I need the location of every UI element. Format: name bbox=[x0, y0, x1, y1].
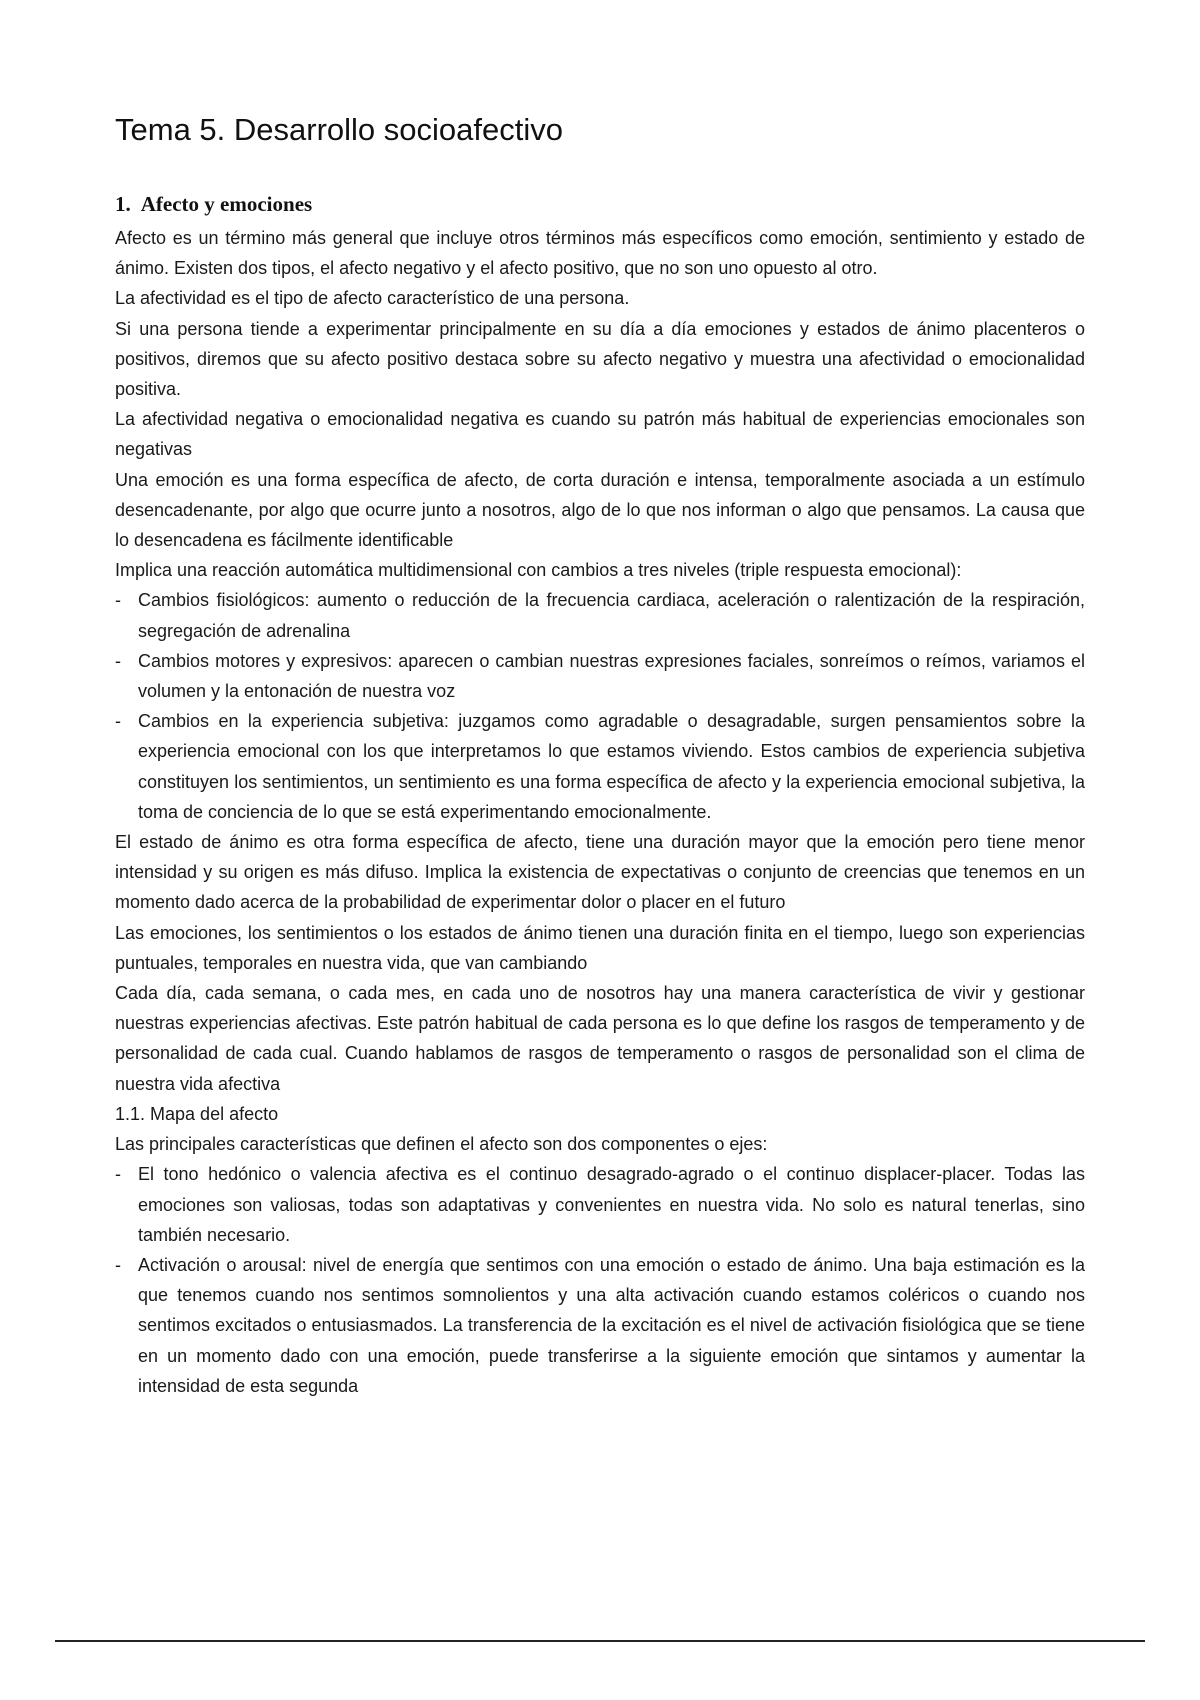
section-title: Afecto y emociones bbox=[140, 192, 313, 216]
subsection-heading: 1.1. Mapa del afecto bbox=[115, 1103, 279, 1124]
dash-bullet: - bbox=[115, 590, 121, 611]
paragraph: Afecto es un término más general que incluye otros términos más específicos como emoción, sentimiento y estado de ánimo. Existen dos tipos, el afecto negativo y el afecto positivo, que no son uno opuesto al otro. bbox=[115, 228, 1085, 279]
list-item bbox=[115, 706, 1085, 827]
section-number: 1. bbox=[115, 192, 131, 216]
list-item-text: Cambios en la experiencia subjetiva: juzgamos como agradable o desagradable, surgen pensamientos sobre la experiencia emocional con los que interpretamos lo que estamos viviendo. Estos cambios de experiencia subjetiva constituyen los sentimientos, un sentimiento es una forma específica de afecto y la experiencia emocional subjetiva, la toma de conciencia de lo que se está experimentando emocionalmente. bbox=[138, 711, 1085, 822]
paragraph: La afectividad es el tipo de afecto característico de una persona. bbox=[115, 288, 630, 309]
list-item-text: Cambios fisiológicos: aumento o reducción de la frecuencia cardiaca, aceleración o ralentización de la respiración, segregación de adrenalina bbox=[138, 590, 1085, 641]
paragraph: Implica una reacción automática multidimensional con cambios a tres niveles (triple respuesta emocional): bbox=[115, 560, 962, 581]
document-page bbox=[115, 110, 1085, 1401]
paragraph: Si una persona tiende a experimentar principalmente en su día a día emociones y estados de ánimo placenteros o positivos, diremos que su afecto positivo destaca sobre su afecto negativo y muestra una afectividad o emocionalidad positiva. bbox=[115, 318, 1085, 400]
section-heading bbox=[115, 190, 1085, 218]
dash-bullet: - bbox=[115, 650, 121, 671]
dash-bullet: - bbox=[115, 1164, 121, 1185]
list-item-text: Cambios motores y expresivos: aparecen o cambian nuestras expresiones faciales, sonreímos o reímos, variamos el volumen y la entonación de nuestra voz bbox=[138, 650, 1085, 702]
paragraph: Las principales características que definen el afecto son dos componentes o ejes: bbox=[115, 1134, 768, 1155]
paragraph: Una emoción es una forma específica de afecto, de corta duración e intensa, temporalmente asociada a un estímulo desencadenante, por algo que ocurre junto a nosotros, algo de lo que nos informan o algo que pensamos. La causa que lo desencadena es fácilmente identificable bbox=[115, 469, 1085, 551]
paragraph: El estado de ánimo es otra forma específica de afecto, tiene una duración mayor que la emoción pero tiene menor intensidad y su origen es más difuso. Implica la existencia de expectativas o conjunto de creencias que tenemos en un momento dado acerca de la probabilidad de experimentar dolor o placer en el futuro bbox=[115, 832, 1085, 913]
list-item bbox=[115, 585, 1085, 645]
list-item-text: El tono hedónico o valencia afectiva es el continuo desagrado-agrado o el continuo displacer-placer. Todas las emociones son valiosas, todas son adaptativas y convenientes en nuestra vida. No solo es natural tenerlas, sino también necesario. bbox=[138, 1164, 1085, 1245]
bullet-list bbox=[115, 585, 1085, 827]
dash-bullet: - bbox=[115, 711, 121, 732]
footer-divider bbox=[55, 1640, 1145, 1642]
paragraph: Las emociones, los sentimientos o los estados de ánimo tienen una duración finita en el tiempo, luego son experiencias puntuales, temporales en nuestra vida, que van cambiando bbox=[115, 922, 1085, 973]
dash-bullet: - bbox=[115, 1254, 121, 1275]
paragraph: La afectividad negativa o emocionalidad negativa es cuando su patrón más habitual de experiencias emocionales son negativas bbox=[115, 409, 1085, 460]
bullet-list bbox=[115, 1159, 1085, 1401]
list-item bbox=[115, 646, 1085, 706]
list-item bbox=[115, 1250, 1085, 1401]
list-item-text: Activación o arousal: nivel de energía que sentimos con una emoción o estado de ánimo. Una baja estimación es la que tenemos cuando nos sentimos somnolientos y una alta activación cuando estamos coléricos o cuando nos sentimos excitados o entusiasmados. La transferencia de la excitación es el nivel de activación fisiológica que se tiene en un momento dado con una emoción, puede transferirse a la siguiente emoción que sintamos y aumentar la intensidad de esta segunda bbox=[138, 1254, 1085, 1396]
paragraph: Cada día, cada semana, o cada mes, en cada uno de nosotros hay una manera característica de vivir y gestionar nuestras experiencias afectivas. Este patrón habitual de cada persona es lo que define los rasgos de temperamento y de personalidad de cada cual. Cuando hablamos de rasgos de temperamento o rasgos de personalidad son el clima de nuestra vida afectiva bbox=[115, 983, 1085, 1094]
page-title: Tema 5. Desarrollo socioafectivo bbox=[115, 112, 563, 147]
list-item bbox=[115, 1159, 1085, 1250]
